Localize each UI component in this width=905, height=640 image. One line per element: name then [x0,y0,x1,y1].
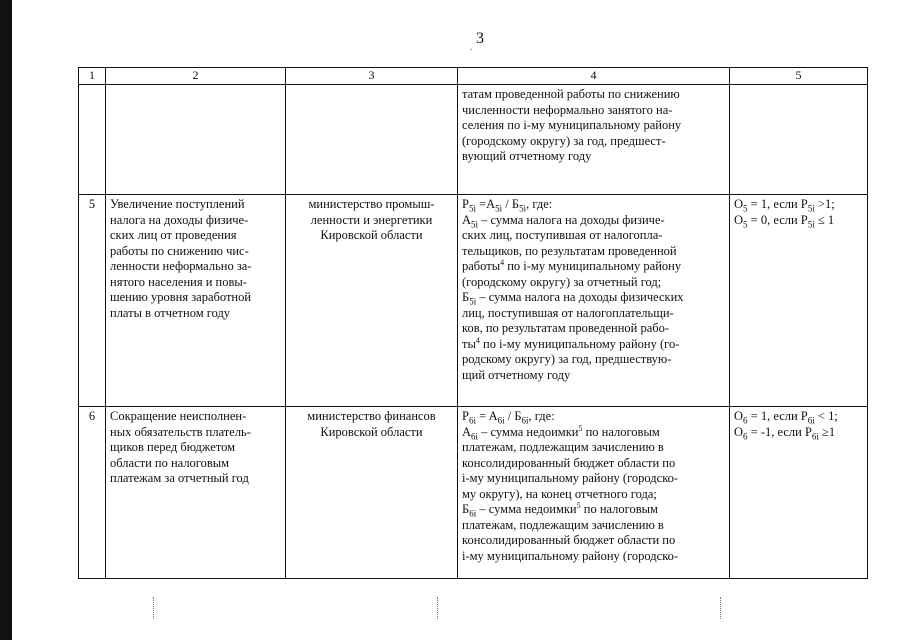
row5-score-line: $О_5 = 1$, если $Р_{5i} >1$; [734,197,835,214]
cont-line: (городскому округу) за год, предшест- [462,133,666,148]
row6-score-line: $О_6 = 1$, если $Р_{6i} < 1$; [734,409,838,426]
row6-score [730,407,868,579]
row6-method [458,407,730,579]
footnote-ref: 5 [576,500,581,510]
scan-artifact-mark [720,597,723,619]
header-col-4: 4 [458,68,730,85]
indicator-row-6 [79,407,868,579]
row5-indicator-line: ских лиц от проведения [110,228,237,242]
row6-formula: $P_{6i} = A_{6i} / Б_{6i}$, где: [462,409,555,426]
row5-number: 5 [79,195,106,407]
row6-b-def: $Б_{6i}$ – сумма недоимки$^5$ по налоговым [462,500,658,519]
cont-method [458,85,730,195]
row5-indicator-line: Увеличение поступлений [110,197,245,211]
header-col-3: 3 [286,68,458,85]
row5-responsible-line: министерство промыш- [308,197,435,211]
scan-mark: . [470,42,473,53]
cont-num [79,85,106,195]
row5-b-def: лиц, поступившая от налогоплательщи- [462,305,674,320]
row6-a-def: i-му муниципальному району (городско- [462,471,679,485]
row6-b-def: платежам, подлежащим зачислению в [462,517,664,532]
cont-line: вующий отчетному году [462,149,592,163]
row5-a-def: (городскому округу) за отчетный год; [462,274,662,289]
row5-indicator-line: платы в отчетном году [110,305,231,320]
row6-indicator-line: ных обязательств платель- [110,424,251,439]
row6-responsible-line: министерство финансов [307,409,436,423]
row5-b-def: ков, по результатам проведенной рабо- [462,321,670,335]
row5-indicator-line: работы по снижению чис- [110,243,249,258]
row6-indicator-line: щиков перед бюджетом [110,440,236,454]
header-col-1: 1 [79,68,106,85]
cont-line: татам проведенной работы по снижению [462,87,680,101]
cont-line: селения по i-му муниципальному району [462,118,682,132]
row5-a-def: работы$^4$ по i-му муниципальному району [462,257,682,273]
continuation-row [79,85,868,195]
row6-a-def: платежам, подлежащим зачислению в [462,440,664,454]
row5-responsible [286,195,458,407]
row6-a-def: консолидированный бюджет области по [462,455,676,470]
row5-b-def: $ты^4$ по i-му муниципальному району (го- [462,335,680,351]
row5-a-def: тельщиков, по результатам проведенной [462,243,677,258]
scan-edge-bar [0,0,12,640]
row6-indicator-line: Сокращение неисполнен- [110,409,247,423]
row5-formula: $P_{5i} =A_{5i} / Б_{5i}$, где: [462,197,553,214]
row6-number: 6 [79,407,106,579]
row6-responsible-line: Кировской области [320,424,423,439]
row5-score-line: $О_5 = 0$, если $Р_{5i} \le 1$ [734,212,835,229]
row5-b-def: родскому округу) за год, предшествую- [462,352,672,366]
row6-indicator [106,407,286,579]
row6-a-def: $A_{6i}$ – сумма недоимки$^5$ по налоговым [462,423,660,441]
row6-score-line: $О_6 = -1$, если $Р_{6i} \ge 1$ [734,424,836,441]
row6-b-def: консолидированный бюджет области по [462,533,676,547]
header-col-2: 2 [106,68,286,85]
row5-b-def: $Б_{5i}$ – сумма налога на доходы физических [462,290,684,307]
indicator-row-5 [79,195,868,407]
row5-a-def: $A_{5i}$ – сумма налога на доходы физиче- [462,212,665,229]
row5-method [458,195,730,407]
header-col-5: 5 [730,68,868,85]
footnote-ref: 4 [500,257,505,267]
row5-indicator [106,195,286,407]
row5-a-def: ских лиц, поступившая от налогопла- [462,228,663,242]
cont-line: численности неформально занятого на- [462,102,673,117]
row6-a-def: му округу), на конец отчетного года; [462,486,657,501]
scan-artifact-mark [153,597,156,619]
row6-indicator-line: платежам за отчетный год [110,471,249,485]
footnote-ref: 5 [578,423,583,433]
header-row [79,68,868,85]
row5-responsible-line: Кировской области [320,228,423,242]
row5-indicator-line: нятого населения и повы- [110,274,247,289]
cont-indicator [106,85,286,195]
row5-indicator-line: ленности неформально за- [110,259,252,273]
row5-indicator-line: шению уровня заработной [110,290,252,304]
cont-score [730,85,868,195]
row5-score [730,195,868,407]
row5-indicator-line: налога на доходы физиче- [110,212,249,227]
cont-responsible [286,85,458,195]
indicators-table [78,67,868,579]
page-number: 3 [476,30,484,47]
row6-responsible [286,407,458,579]
row5-b-def: щий отчетному году [462,367,571,382]
row6-b-def: i-му муниципальному району (городско- [462,548,679,563]
row5-responsible-line: ленности и энергетики [310,212,433,227]
footnote-ref: 4 [475,335,480,345]
row6-indicator-line: области по налоговым [110,455,230,470]
scan-artifact-mark [437,597,440,619]
